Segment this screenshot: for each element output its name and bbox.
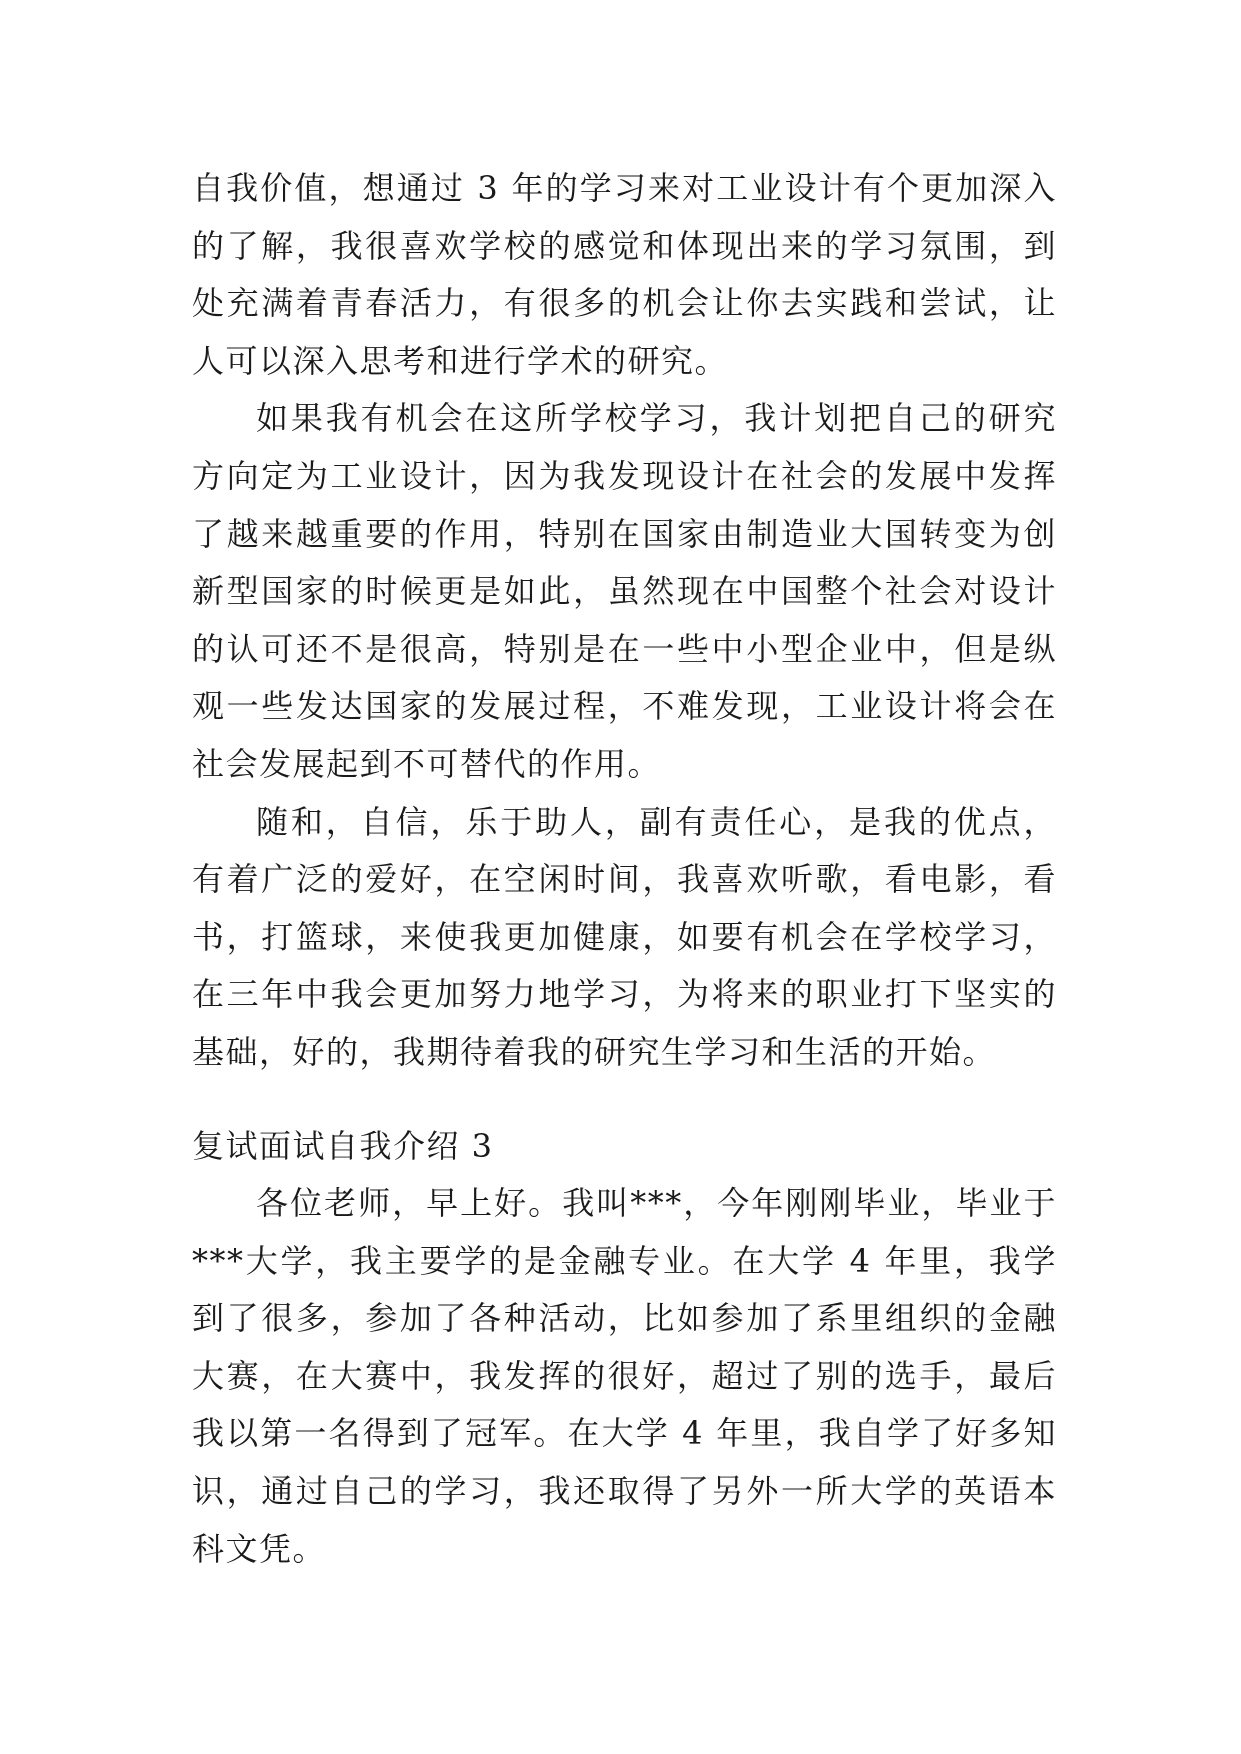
paragraph-4: 各位老师，早上好。我叫***，今年刚刚毕业，毕业于***大学，我主要学的是金融专业。在大学 4 年里，我学到了很多，参加了各种活动，比如参加了系里组织的金融大赛，在大赛中，我发挥的很好，超过了别的选手，最后我以第一名得到了冠军。在大学 4 年里，我自学了好多知识，通过自己的学习，我还取得了另外一所大学的英语本科文凭。: [192, 1184, 1057, 1568]
paragraph-2: 如果我有机会在这所学校学习，我计划把自己的研究方向定为工业设计，因为我发现设计在社会的发展中发挥了越来越重要的作用，特别在国家由制造业大国转变为创新型国家的时候更是如此，虽然现在中国整个社会对设计的认可还不是很高，特别是在一些中小型企业中，但是纵观一些发达国家的发展过程，不难发现，工业设计将会在社会发展起到不可替代的作用。: [192, 399, 1057, 783]
section-heading: 复试面试自我介绍 3: [192, 1126, 494, 1165]
paragraph-3: 随和，自信，乐于助人，副有责任心，是我的优点，有着广泛的爱好，在空闲时间，我喜欢听歌，看电影，看书，打篮球，来使我更加健康，如要有机会在学校学习，在三年中我会更加努力地学习，为将来的职业打下坚实的基础，好的，我期待着我的研究生学习和生活的开始。: [192, 802, 1057, 1071]
document-body: [192, 160, 1057, 1578]
paragraph-1: 自我价值，想通过 3 年的学习来对工业设计有个更加深入的了解，我很喜欢学校的感觉和体现出来的学习氛围，到处充满着青春活力，有很多的机会让你去实践和尝试，让人可以深入思考和进行学术的研究。: [192, 169, 1057, 380]
